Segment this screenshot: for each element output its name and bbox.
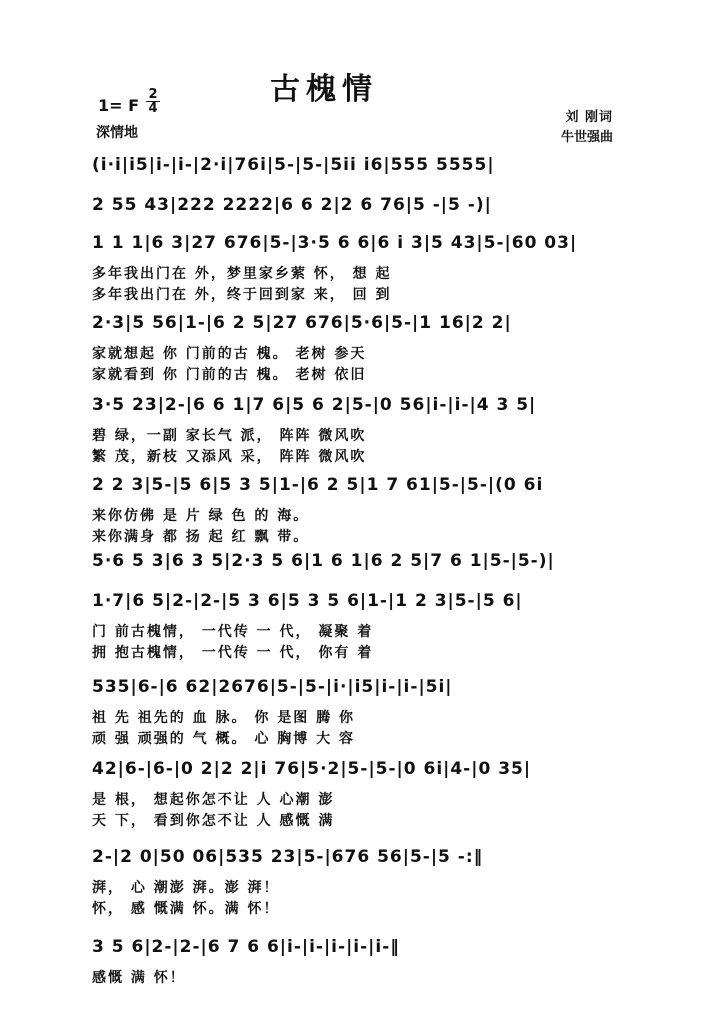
lyrics-block: [92, 962, 622, 989]
song-title: 古槐情: [270, 72, 378, 107]
lyric-verse-1: 湃， 心 潮澎 湃。澎 湃！: [92, 880, 280, 896]
lyric-verse-1: 来你仿佛 是 片 绿 色 的 海。: [92, 508, 310, 524]
score-system-4: [92, 308, 622, 386]
notation-line: 2 55 43|222 2222|6 6 2|2 6 76|5 -|5 -)|: [92, 195, 492, 215]
lyrics-block: [92, 258, 622, 306]
lyric-verse-2: 天 下， 看到你怎不让 人 感慨 满: [92, 813, 335, 829]
lyric-verse-1: 家就想起 你 门前的古 槐。 老树 参天: [92, 346, 367, 362]
time-signature-numerator: 2: [146, 88, 160, 102]
score-system-5: [92, 390, 622, 468]
lyric-verse-2: 多年我出门在 外，终于回到家 来， 回 到: [92, 287, 392, 303]
lyric-verse-2: 来你满身 都 扬 起 红 飘 带。: [92, 529, 310, 545]
notation-line: 2-|2 0|50 06|535 23|5-|676 56|5-|5 -:‖: [92, 847, 484, 867]
lyric-verse-2: 繁 茂，新枝 又添风 采， 阵阵 微风吹: [92, 449, 367, 465]
lyric-verse-1: 多年我出门在 外，梦里家乡萦 怀， 想 起: [92, 266, 392, 282]
lyricist-credit: 刘 刚词: [565, 110, 613, 125]
score-system-2: [92, 190, 622, 220]
lyrics-block: [92, 500, 622, 548]
lyrics-block: [92, 420, 622, 468]
key-signature: 1= F: [98, 96, 140, 115]
lyric-verse-1: 感慨 满 怀！: [92, 970, 186, 986]
notation-line: 1 1 1|6 3|27 676|5-|3·5 6 6|6 i 3|5 43|5-|60 03|: [92, 233, 578, 253]
composer-credit: 牛世强曲: [560, 130, 613, 145]
score-system-11: [92, 842, 622, 920]
lyric-verse-1: 碧 绿，一副 家长气 派， 阵阵 微风吹: [92, 428, 367, 444]
notation-line: (i·i|i5|i-|i-|2·i|76i|5-|5-|5ii i6|555 5555|: [92, 155, 495, 175]
score-system-3: [92, 228, 622, 306]
notation-line: 2·3|5 56|1-|6 2 5|27 676|5·6|5-|1 16|2 2|: [92, 313, 512, 333]
notation-line: 3 5 6|2-|2-|6 7 6 6|i-|i-|i-|i-|i-‖: [92, 937, 400, 957]
lyrics-block: [92, 784, 622, 832]
score-system-6: [92, 470, 622, 548]
lyric-verse-1: 祖 先 祖先的 血 脉。 你 是图 腾 你: [92, 710, 355, 726]
notation-line: 42|6-|6-|0 2|2 2|i 76|5·2|5-|5-|0 6i|4-|0 35|: [92, 759, 532, 779]
lyrics-block: [92, 616, 622, 664]
notation-line: 2 2 3|5-|5 6|5 3 5|1-|6 2 5|1 7 61|5-|5-|(0 6i: [92, 475, 544, 495]
lyric-verse-2: 顽 强 顽强的 气 概。 心 胸博 大 容: [92, 731, 355, 747]
score-system-9: [92, 672, 622, 750]
lyrics-block: [92, 338, 622, 386]
lyric-verse-2: 家就看到 你 门前的古 槐。 老树 依旧: [92, 367, 367, 383]
tempo-marking: 深情地: [96, 125, 138, 141]
notation-line: 5·6 5 3|6 3 5|2·3 5 6|1 6 1|6 2 5|7 6 1|5-|5-)|: [92, 551, 555, 571]
score-system-12: [92, 932, 622, 989]
score-system-1: [92, 150, 622, 180]
lyrics-block: [92, 702, 622, 750]
time-signature-denominator: 4: [148, 101, 158, 116]
notation-line: 535|6-|6 62|2676|5-|5-|i·|i5|i-|i-|5i|: [92, 677, 453, 697]
lyrics-block: [92, 872, 622, 920]
lyric-verse-1: 门 前古槐情， 一代传 一 代， 凝聚 着: [92, 624, 374, 640]
lyric-verse-1: 是 根， 想起你怎不让 人 心潮 澎: [92, 792, 335, 808]
lyric-verse-2: 拥 抱古槐情， 一代传 一 代， 你有 着: [92, 645, 374, 661]
notation-line: 3·5 23|2-|6 6 1|7 6|5 6 2|5-|0 56|i-|i-|4 3 5|: [92, 395, 537, 415]
time-signature: [146, 88, 160, 115]
score-system-8: [92, 586, 622, 664]
notation-line: 1·7|6 5|2-|2-|5 3 6|5 3 5 6|1-|1 2 3|5-|5 6|: [92, 591, 523, 611]
lyric-verse-2: 怀， 感 慨满 怀。满 怀！: [92, 901, 280, 917]
score-system-7: [92, 546, 622, 576]
score-system-10: [92, 754, 622, 832]
